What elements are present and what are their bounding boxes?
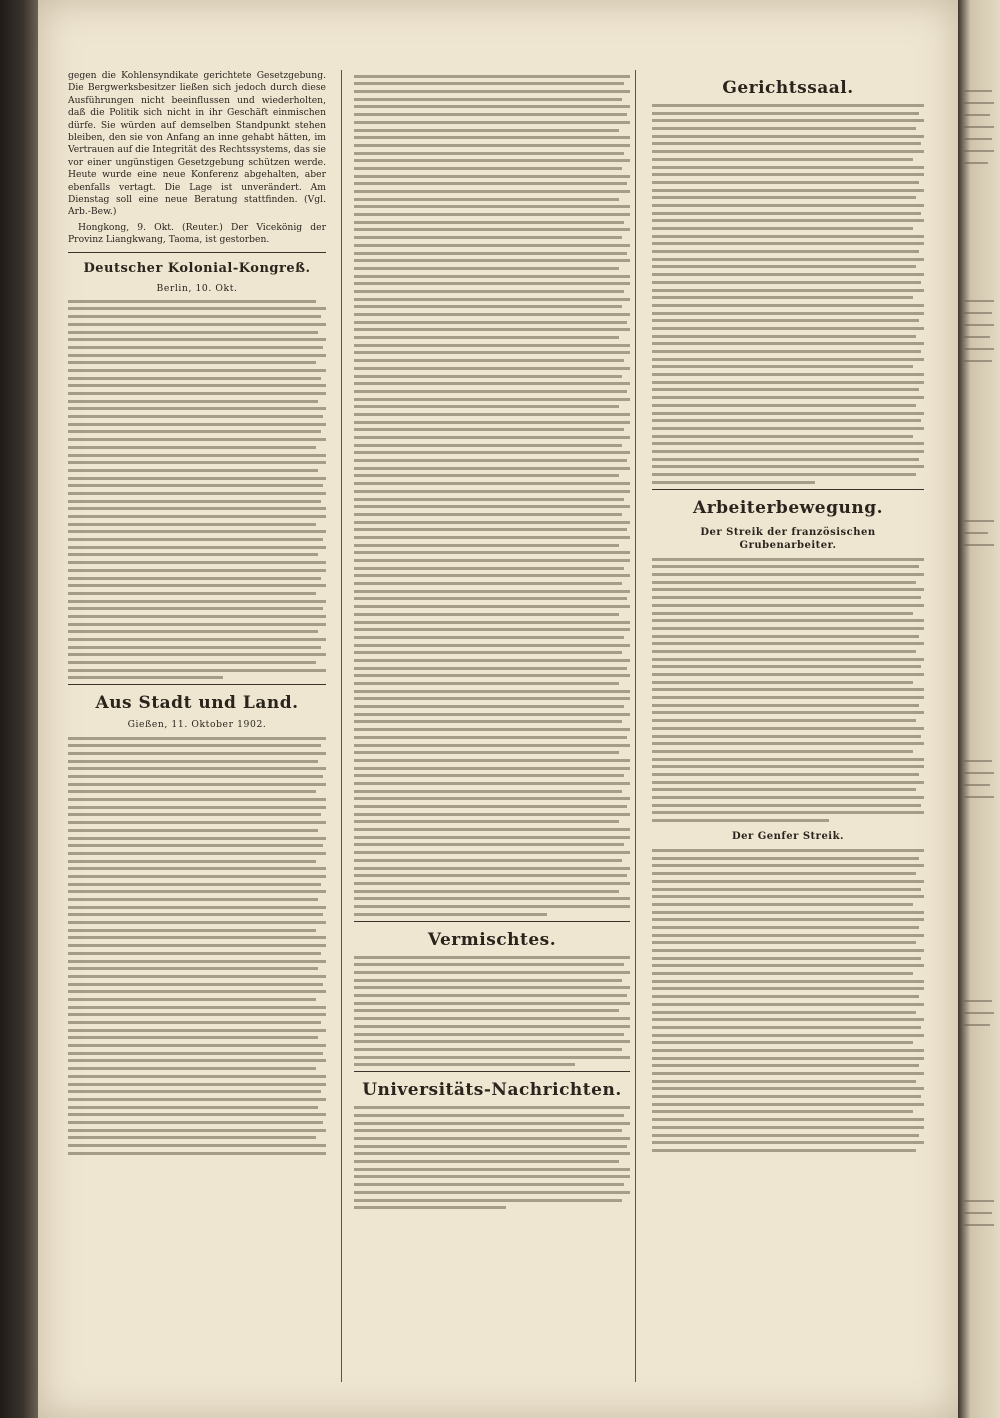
- section-rule: [68, 684, 326, 685]
- article-kolonial-kongress-body: [68, 300, 326, 680]
- article-genfer-streik-body: [652, 849, 924, 1152]
- article-grubenarbeiter-body: [652, 558, 924, 822]
- article-landtagswahlen-body: [354, 75, 630, 916]
- heading-arbeiterbewegung: Arbeiterbewegung.: [693, 497, 883, 518]
- section-rule: [68, 252, 326, 253]
- subheading-grubenarbeiter: Der Streik der französischen Grubenarbeiter.: [700, 526, 876, 551]
- adjacent-page-edge: [958, 0, 1000, 1418]
- article-gerichtssaal-body: [652, 104, 924, 484]
- heading-gerichtssaal: Gerichtssaal.: [722, 78, 854, 98]
- article-kohlensyndikat: gegen die Kohlensyndikate gerichtete Gesetzgebung. Die Bergwerksbesitzer ließen sich jedoch durch diese Ausführungen nicht beeinflussen und wiederholten, daß die Politik sich nicht in ihr Geschäft einmischen dürfe. Sie würden auf demselben Standpunkt stehen bleiben, den sie von Anfang an inne gehabt hätten, im Vertrauen auf die Integrität des Rechtssystems, das sie vor einer ungünstigen Gesetzgebung schützen werde. Heute wurde eine neue Konferenz abgehalten, aber ebenfalls vertagt. Die Lage ist unverändert. Am Dienstag soll eine neue Beratung stattfinden. (Vgl. Arb.-Bew.): [68, 70, 326, 218]
- heading-vermischtes: Vermischtes.: [427, 929, 557, 950]
- section-rule: [354, 921, 630, 922]
- article-vermischtes-body: [354, 956, 630, 1067]
- column-3: [652, 70, 924, 1378]
- section-rule: [354, 1071, 630, 1072]
- column-divider: [341, 70, 342, 1382]
- column-divider: [635, 70, 636, 1382]
- dateline-giessen: Gießen, 11. Oktober 1902.: [127, 719, 267, 731]
- article-stadt-und-land-body: [68, 737, 326, 1155]
- subheading-genfer-streik: Der Genfer Streik.: [731, 831, 845, 843]
- column-2: [354, 70, 630, 1378]
- column-1: [68, 70, 326, 1378]
- section-rule: [652, 489, 924, 490]
- heading-kolonial-kongress: Deutscher Kolonial-Kongreß.: [83, 260, 311, 276]
- dateline-berlin: Berlin, 10. Okt.: [156, 282, 238, 294]
- book-binding: [0, 0, 38, 1418]
- heading-stadt-und-land: Aus Stadt und Land.: [95, 693, 299, 714]
- article-hongkong: Hongkong, 9. Okt. (Reuter.) Der Vicekönig der Provinz Liangkwang, Taoma, ist gestorben.: [68, 221, 326, 246]
- heading-universitaets-nachrichten: Universitäts-Nachrichten.: [362, 1080, 622, 1101]
- article-universitaet-body: [354, 1106, 630, 1209]
